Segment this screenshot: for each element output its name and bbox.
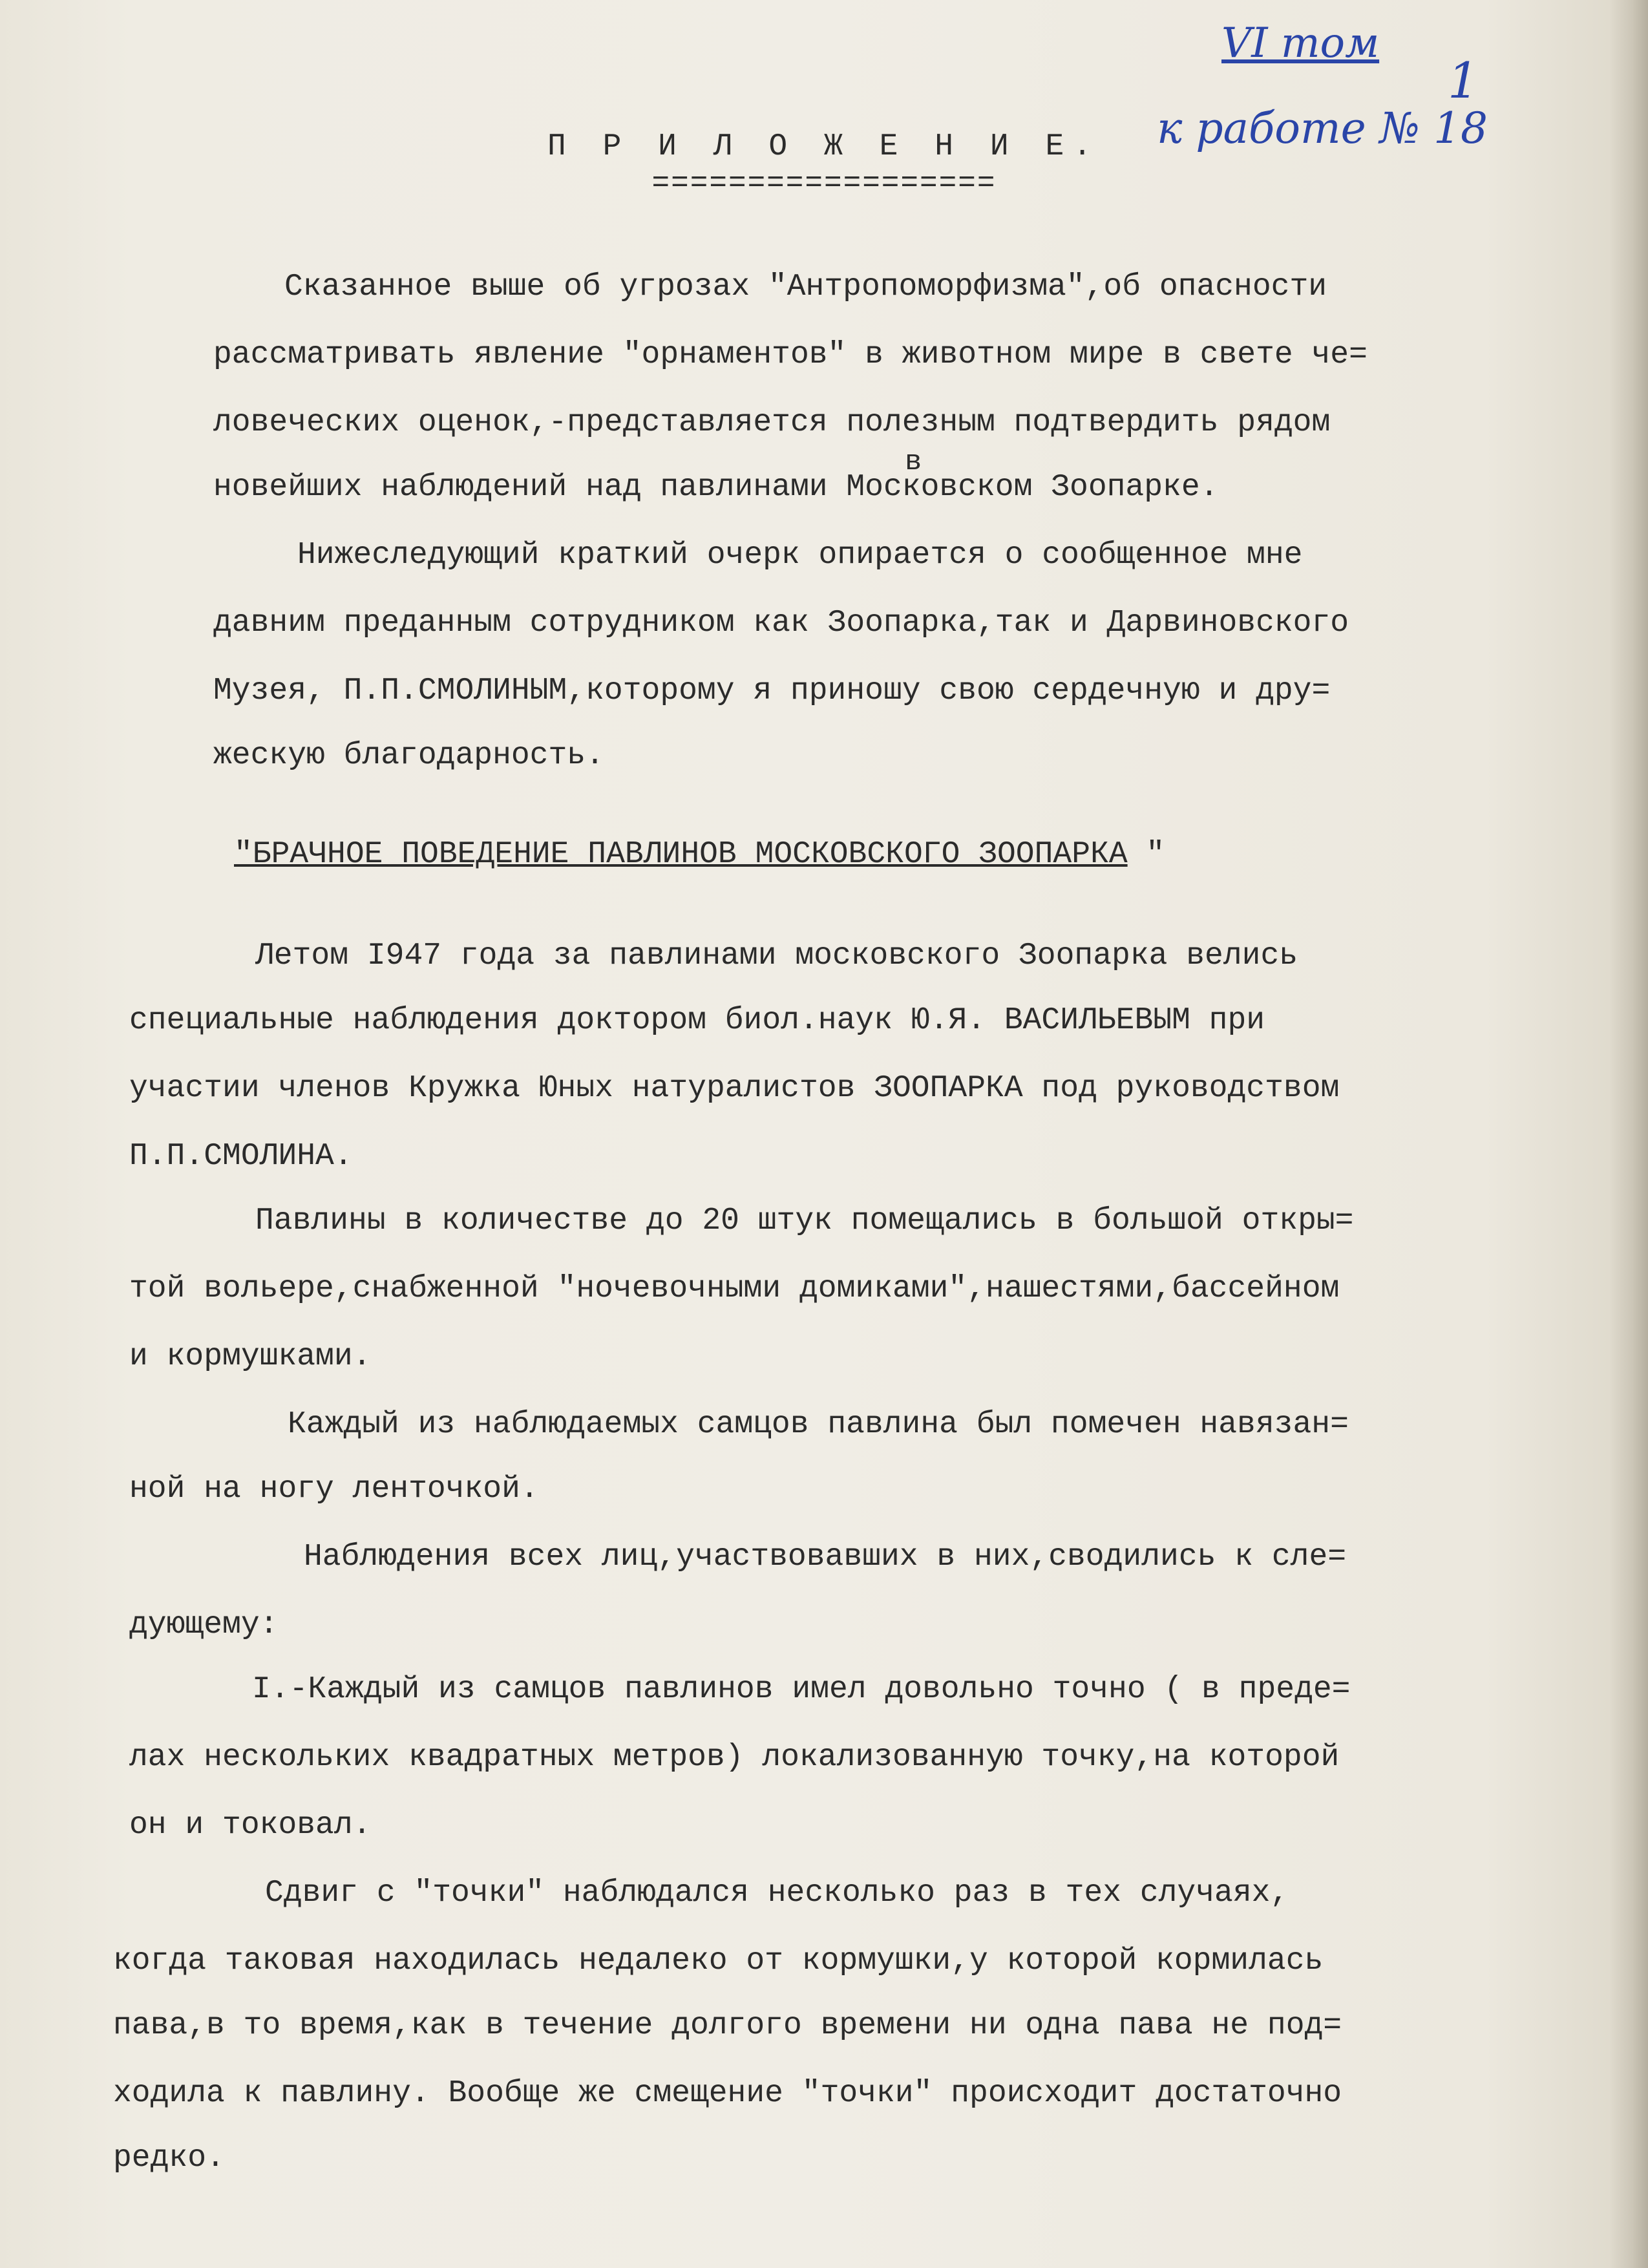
text-line: редко. (113, 2141, 225, 2176)
text-line: давним преданным сотрудником как Зоопарка,так и Дарвиновского (213, 606, 1349, 641)
inserted-correction: в (905, 446, 922, 478)
text-line: пава,в то время,как в течение долгого времени ни одна пава не под= (113, 2008, 1342, 2043)
text-line: Нижеследующий краткий очерк опирается о сообщенное мне (297, 538, 1303, 573)
text-line: дующему: (129, 1607, 279, 1642)
text-line: лах нескольких квадратных метров) локализованную точку,на которой (129, 1740, 1340, 1775)
subtitle-quote-end: " (1127, 837, 1165, 872)
text-line: Наблюдения всех лиц,участвовавших в них,сводились к сле= (304, 1540, 1347, 1574)
text-line: участии членов Кружка Юных натуралистов ЗООПАРКА под руководством (129, 1071, 1340, 1106)
text-line: Музея, П.П.СМОЛИНЫМ,которому я приношу свою сердечную и дру= (213, 673, 1331, 708)
paper-edge (1609, 0, 1648, 2268)
title-underline-rule: ================== (651, 167, 997, 200)
text-line: Сдвиг с "точки" наблюдался несколько раз в тех случаях, (265, 1876, 1289, 1911)
text-line: и кормушками. (129, 1339, 372, 1374)
text-line: специальные наблюдения доктором биол.наук Ю.Я. ВАСИЛЬЕВЫМ при (129, 1003, 1265, 1038)
text-line: новейших наблюдений над павлинами Московском Зоопарке. (213, 470, 1219, 505)
text-line: П.П.СМОЛИНА. (129, 1139, 353, 1174)
text-line: Летом I947 года за павлинами московского Зоопарка велись (255, 938, 1298, 973)
section-subtitle (234, 837, 1165, 872)
text-line: ходила к павлину. Вообще же смещение "точки" происходит достаточно (113, 2076, 1342, 2111)
handwritten-volume-note: VI том (1221, 19, 1380, 67)
page-title: П Р И Л О Ж Е Н И Е. (547, 129, 1101, 164)
text-line: Павлины в количестве до 20 штук помещались в большой откры= (255, 1203, 1354, 1238)
handwritten-page-number: 1 (1448, 52, 1479, 109)
text-line: Сказанное выше об угрозах "Антропоморфизма",об опасности (284, 270, 1327, 304)
handwritten-box-note: к работе № 18 (1157, 103, 1488, 153)
text-line: ловеческих оценок,-представляется полезным подтвердить рядом (213, 405, 1331, 440)
text-line: Каждый из наблюдаемых самцов павлина был помечен навязан= (288, 1407, 1349, 1442)
subtitle-text: "БРАЧНОЕ ПОВЕДЕНИЕ ПАВЛИНОВ МОСКОВСКОГО ЗООПАРКА (234, 837, 1128, 872)
text-line: I.-Каждый из самцов павлинов имел довольно точно ( в преде= (252, 1672, 1351, 1707)
text-line: он и токовал. (129, 1808, 372, 1843)
text-line: той вольере,снабженной "ночевочными домиками",нашестями,бассейном (129, 1271, 1340, 1306)
text-line: ной на ногу ленточкой. (129, 1472, 539, 1507)
text-line: жескую благодарность. (213, 738, 604, 773)
text-line: когда таковая находилась недалеко от кормушки,у которой кормилась (113, 1944, 1324, 1978)
text-line: рассматривать явление "орнаментов" в животном мире в свете че= (213, 337, 1368, 372)
